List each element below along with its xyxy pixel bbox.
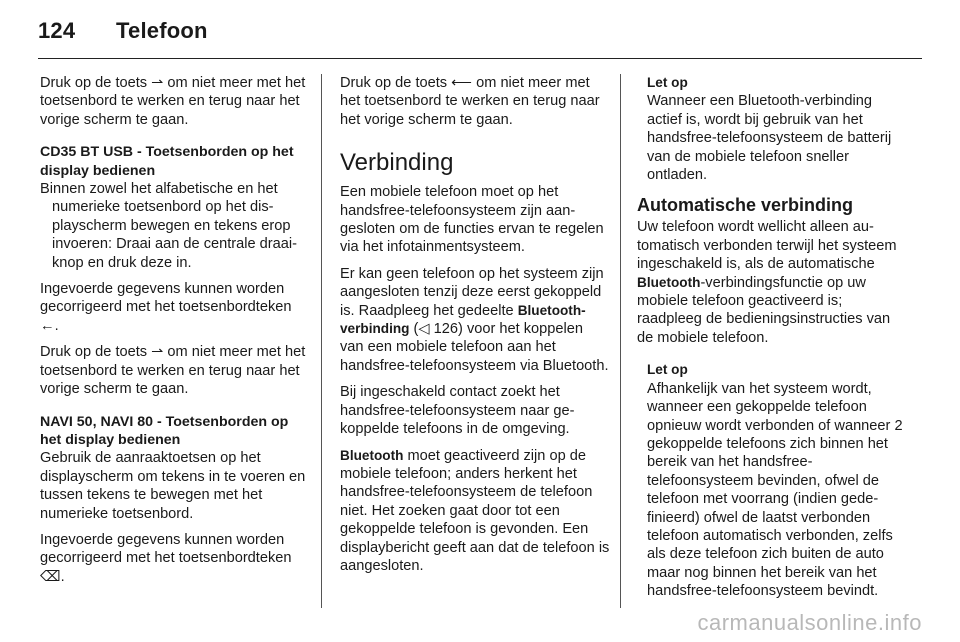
paragraph-pairing: Er kan geen telefoon op het systeem zijn aangesloten tenzij deze eerst gekoppeld is. Raadpleeg het gedeelte Bluetooth-verbinding (◁ 126) voor het koppelen van een mobiele telefoon aan het handsfree-telefoonsysteem via Bluetooth. (340, 265, 609, 374)
note-text: Wanneer een Bluetooth-verbinding actief is, wordt bij gebruik van het handsfree-telefoonsysteem de batterij van de mobiele telefoon sneller ontladen. (647, 93, 892, 184)
bluetooth-connection-ref: Bluetooth-verbinding (340, 302, 586, 337)
paragraph-correct-input: Ingevoerde gegevens kunnen worden gecorrigeerd met het toetsenbordteken ←. (40, 281, 292, 334)
note-label-2: Let op (647, 362, 688, 378)
note-label: Let op (647, 75, 688, 90)
heading-verbinding: Verbinding (340, 149, 454, 177)
paragraph-exit-keyboard: Druk op de toets ⇀ om niet meer met het toetsenbord te werken en terug naar het vorige scherm te gaan. (40, 75, 306, 128)
paragraph-correct-input-2: Ingevoerde gegevens kunnen worden gecorrigeerd met het toetsenbordteken ⌫. (40, 531, 292, 585)
column-1 (40, 74, 310, 594)
paragraph-exit-keyboard-2: Druk op de toets ⇀ om niet meer met het toetsenbord te werken en terug naar het vorige scherm te gaan. (40, 344, 306, 398)
page-number: 124 (38, 18, 76, 43)
heading-cd35: CD35 BT USB - Toetsenborden op het display bedienen (40, 144, 294, 179)
note-priority (637, 361, 907, 600)
note-text-2: Afhankelijk van het systeem wordt, wanneer een gekoppelde telefoon opnieuw wordt verbonden of wanneer 2 gekoppelde telefoons zich binnen het bereik van het handsfree-telefoonsysteem bevinden, ofwel de telefoon met voorrang (indien gedefinieerd) ofwel de laatst verbonden telefoon automatisch verbonden, zelfs als deze telefoon zich buiten de auto maar nog binnen het bereik van het handsfree-telefoonsysteem bevindt. (647, 380, 903, 600)
paragraph-exit-keyboard-3: Druk op de toets ⟵ om niet meer met het toetsenbord te werken en terug naar het vorige scherm te gaan. (340, 75, 600, 128)
watermark: carmanualsonline.info (697, 610, 922, 635)
bluetooth-term: Bluetooth (340, 447, 404, 463)
paragraph-bluetooth-active: Bluetooth moet geactiveerd zijn op de mobiele telefoon; anders herkent het handsfree-telefoonsysteem de telefoon niet. Het zoeken gaat door tot een gekoppelde telefoon is gevonden. Een displaybericht geeft aan dat de telefoon is aangesloten. (340, 447, 610, 574)
column-2 (340, 74, 610, 583)
heading-navi: NAVI 50, NAVI 80 - Toetsenborden op het display bedienen (40, 413, 289, 448)
paragraph-cd35-input: Binnen zowel het alfabetische en het numerieke toetsenbord op het displayscherm bewegen en tekens erop invoeren: Draai aan de centrale draaiknop en druk deze in. (40, 181, 298, 271)
page-header (38, 18, 208, 44)
bluetooth-term-2: Bluetooth (637, 274, 701, 290)
page-title: Telefoon (116, 18, 208, 43)
note-battery (637, 74, 907, 184)
heading-auto-connect: Automatische verbinding (637, 195, 854, 216)
column-divider-1 (321, 74, 322, 608)
paragraph-auto-connect: Uw telefoon wordt wellicht alleen automatisch verbonden terwijl het systeem ingeschakeld is, als de automatische Bluetooth-verbindingsfunctie op uw mobiele telefoon geactiveerd is; raadpleeg de bedieningsinstructies van de mobiele telefoon. (637, 219, 897, 346)
paragraph-connection-intro: Een mobiele telefoon moet op het handsfree-telefoonsysteem zijn aangesloten om de functies ervan te regelen via het infotainmentsysteem. (340, 184, 604, 256)
column-3 (637, 74, 907, 609)
paragraph-navi-touch: Gebruik de aanraaktoetsen op het displayscherm om tekens in te voeren en tussen tekens te bewegen met het numerieke toetsenbord. (40, 450, 306, 522)
header-rule (38, 58, 922, 59)
column-divider-2 (620, 74, 621, 608)
paragraph-search: Bij ingeschakeld contact zoekt het handsfree-telefoonsysteem naar gekoppelde telefoons in de omgeving. (340, 384, 575, 438)
